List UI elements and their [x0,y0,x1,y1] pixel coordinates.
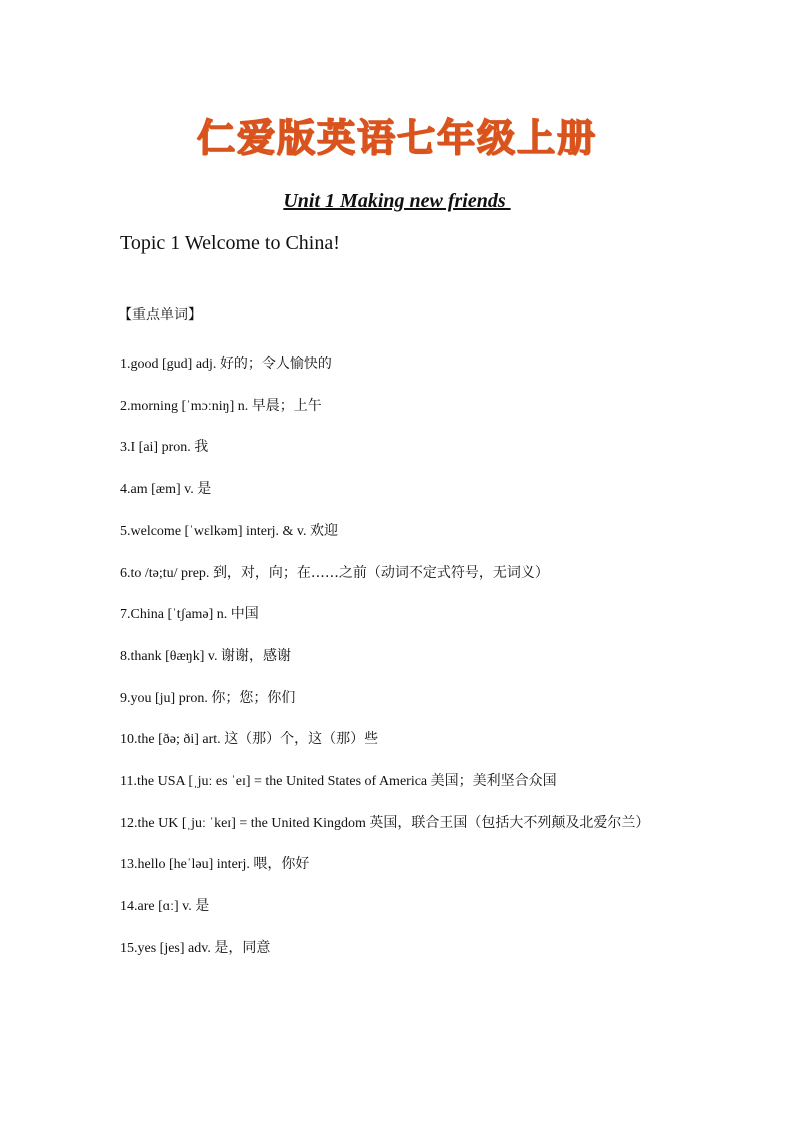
topic-title: Topic 1 Welcome to China! [120,232,340,254]
vocab-english: 13.hello [heˈləu] interj. [120,857,254,873]
vocab-english: 12.the UK [ˌjuː ˈkeɪ] = the United Kingdom [120,815,370,831]
vocab-english: 6.to /tə;tu/ prep. [120,565,213,581]
vocab-meaning: 是，同意 [214,939,271,956]
vocab-english: 4.am [æm] v. [120,482,198,498]
vocab-item [120,469,680,511]
vocab-english: 15.yes [jes] adv. [120,940,215,956]
vocab-meaning: 中国 [230,606,259,623]
vocab-english: 1.good [gud] adj. [120,357,220,372]
vocab-meaning: 早晨；上午 [251,397,322,414]
unit-title [0,186,794,216]
vocab-item [120,386,680,428]
vocab-english: 14.are [ɑː] v. [120,899,196,915]
vocab-item [120,511,680,553]
vocab-meaning: 你；您；你们 [211,689,296,706]
unit-title-text: Unit 1 Making new friends [283,190,511,212]
vocab-item [120,344,680,386]
vocab-meaning: 我 [194,439,209,456]
vocab-english: 3.I [ai] pron. [120,440,195,456]
vocab-meaning: 到，对，向；在……之前（动词不定式符号，无词义） [212,564,549,581]
vocab-english: 11.the USA [ˌjuː es ˈeɪ] = the United States of America [120,774,431,790]
vocab-item [120,928,680,970]
vocab-item [120,886,680,928]
section-label: 【重点单词】 [118,307,202,323]
vocab-meaning: 喂，你好 [253,856,310,873]
vocab-meaning: 是 [197,481,212,498]
vocab-english: 5.welcome [ˈwɛlkəm] interj. & v. [120,523,311,539]
vocab-item [120,636,680,678]
vocab-english: 7.China [ˈtʃamə] n. [120,607,231,623]
vocab-item [120,844,680,886]
vocab-meaning: 英国，联合王国（包括大不列颠及北爱尔兰） [369,814,650,831]
vocab-item [120,719,680,761]
vocabulary-list [120,344,680,970]
document-title: 仁爱版英语七年级上册 [196,116,597,160]
vocab-item [120,594,680,636]
vocab-item [120,803,680,845]
vocab-item [120,761,680,803]
vocab-english: 8.thank [θæŋk] v. [120,648,221,664]
vocab-meaning: 这（那）个，这（那）些 [224,731,379,748]
vocab-meaning: 好的；令人愉快的 [219,356,332,372]
vocab-meaning: 美国；美利坚合众国 [430,773,557,790]
vocab-english: 10.the [ðə; ði] art. [120,732,225,748]
vocab-meaning: 谢谢，感谢 [221,647,291,664]
vocab-english: 9.you [ju] pron. [120,690,212,706]
vocab-item [120,553,680,595]
vocab-meaning: 欢迎 [310,522,339,539]
vocab-english: 2.morning [ˈmɔːniŋ] n. [120,398,252,414]
vocab-item [120,678,680,720]
vocab-meaning: 是 [195,898,210,915]
vocab-item [120,427,680,469]
